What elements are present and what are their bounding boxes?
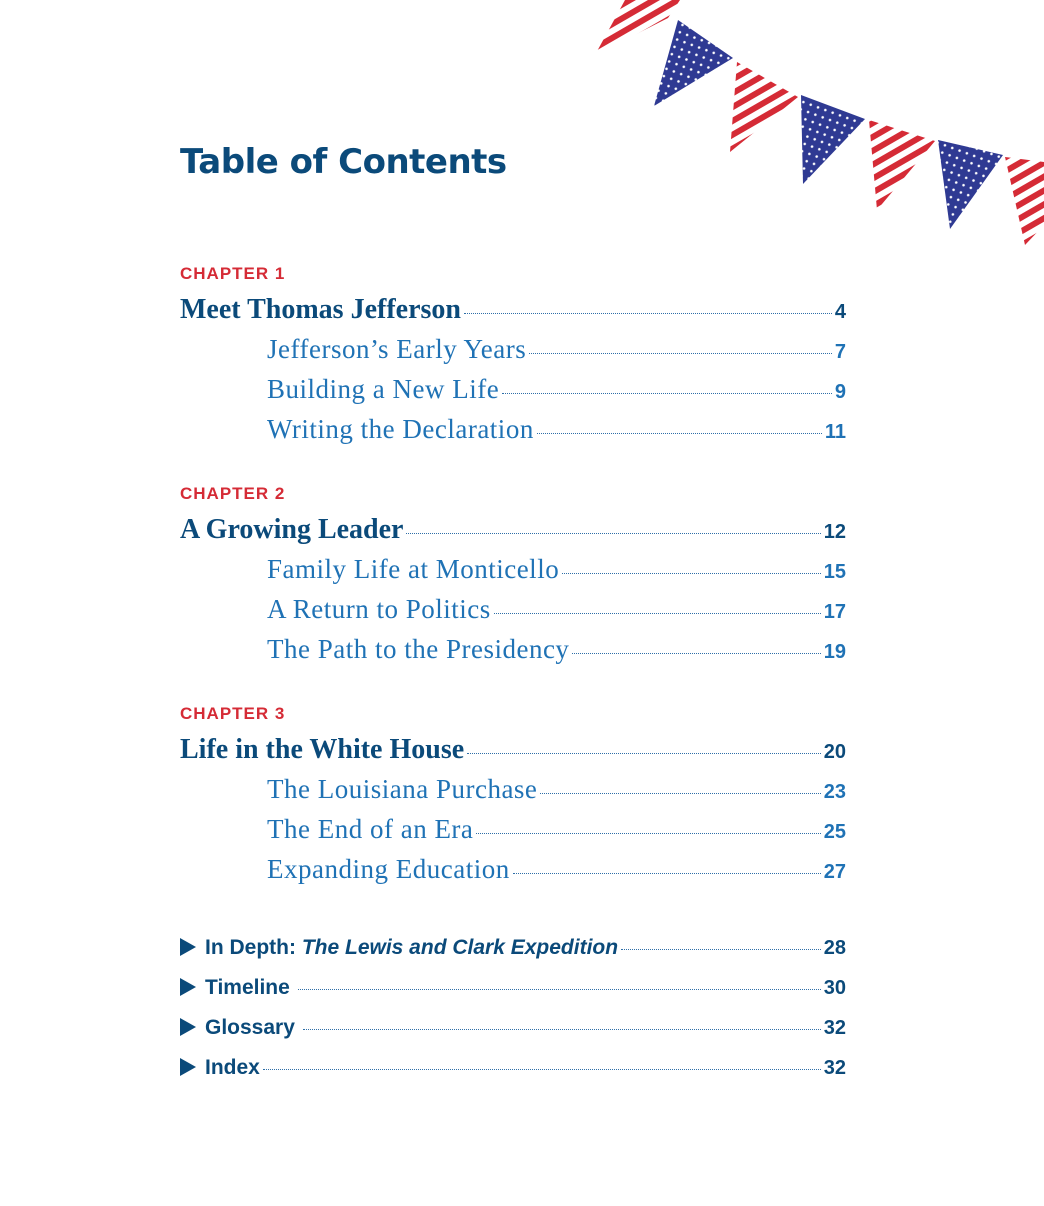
bunting-flag-striped [1005,157,1044,245]
back-matter-title [180,936,618,960]
toc-entry-section[interactable] [267,414,846,450]
chapter-title: A Growing Leader [180,514,404,545]
dot-leader [476,833,820,834]
dot-leader [464,313,832,314]
page-number: 9 [834,381,846,403]
back-matter-title [180,976,290,1000]
page-number: 12 [823,521,846,543]
dot-leader [494,613,821,614]
dot-leader [513,873,821,874]
chapter-title: Meet Thomas Jefferson [180,294,461,325]
chapter-label: CHAPTER 3 [180,704,286,723]
page-number: 25 [823,821,846,843]
bunting-flag-striped [730,62,798,152]
page-number: 32 [823,1017,846,1039]
play-arrow-icon [180,1018,196,1036]
toc-entry-in-depth[interactable] [180,936,846,972]
bunting-banner [0,0,1044,260]
section-title: Writing the Declaration [267,414,534,444]
toc-entry-chapter[interactable] [180,734,846,770]
section-title: The Louisiana Purchase [267,774,538,804]
page-title: Table of Contents [180,142,507,182]
toc-entry-chapter[interactable] [180,294,846,330]
section-title: The Path to the Presidency [267,634,570,664]
section-title: Jefferson’s Early Years [267,334,527,364]
page-number: 4 [834,301,846,323]
play-arrow-icon [180,978,196,996]
page-number: 27 [823,861,846,883]
page-number: 23 [823,781,846,803]
dot-leader [502,393,832,394]
page-number: 32 [823,1057,846,1079]
toc-entry-section[interactable] [267,334,846,370]
dot-leader [263,1069,821,1070]
section-title: Family Life at Monticello [267,554,560,584]
toc-entry-chapter[interactable] [180,514,846,550]
dot-leader [540,793,820,794]
bunting-flag-starred [654,20,733,106]
toc-entry-section[interactable] [267,554,846,590]
dot-leader [467,753,821,754]
timeline-label: Timeline [205,976,290,999]
chapter-label: CHAPTER 1 [180,264,286,283]
bunting-flag-striped [595,0,680,55]
index-label: Index [205,1056,260,1079]
back-matter-title [180,1016,295,1040]
dot-leader [406,533,820,534]
toc-entry-section[interactable] [267,814,846,850]
page-number: 17 [823,601,846,623]
section-title: The End of an Era [267,814,474,844]
in-depth-title: The Lewis and Clark Expedition [301,936,619,959]
page-number: 30 [823,977,846,999]
toc-entry-section[interactable] [267,594,846,630]
bunting-flag-starred [938,140,1003,229]
toc-entry-glossary[interactable] [180,1016,846,1052]
page-number: 20 [823,741,846,763]
toc-entry-section[interactable] [267,634,846,670]
toc-entry-section[interactable] [267,374,846,410]
section-title: Expanding Education [267,854,510,884]
dot-leader [298,989,821,990]
page-number: 15 [823,561,846,583]
toc-entry-section[interactable] [267,854,846,890]
back-matter-title [180,1056,260,1080]
toc-entry-timeline[interactable] [180,976,846,1012]
dot-leader [303,1029,821,1030]
bunting-flag-starred [801,95,865,184]
glossary-label: Glossary [205,1016,295,1039]
chapter-label: CHAPTER 2 [180,484,286,503]
dot-leader [529,353,832,354]
bunting-flag-striped [869,120,935,210]
dot-leader [572,653,820,654]
page-number: 7 [834,341,846,363]
dot-leader [562,573,821,574]
section-title: Building a New Life [267,374,500,404]
in-depth-prefix: In Depth: [205,936,296,959]
chapter-title: Life in the White House [180,734,465,765]
section-title: A Return to Politics [267,594,491,624]
play-arrow-icon [180,938,196,956]
page-number: 28 [823,937,846,959]
page-number: 19 [823,641,846,663]
dot-leader [621,949,821,950]
dot-leader [537,433,822,434]
toc-entry-index[interactable] [180,1056,846,1092]
toc-entry-section[interactable] [267,774,846,810]
page-number: 11 [824,421,846,443]
play-arrow-icon [180,1058,196,1076]
